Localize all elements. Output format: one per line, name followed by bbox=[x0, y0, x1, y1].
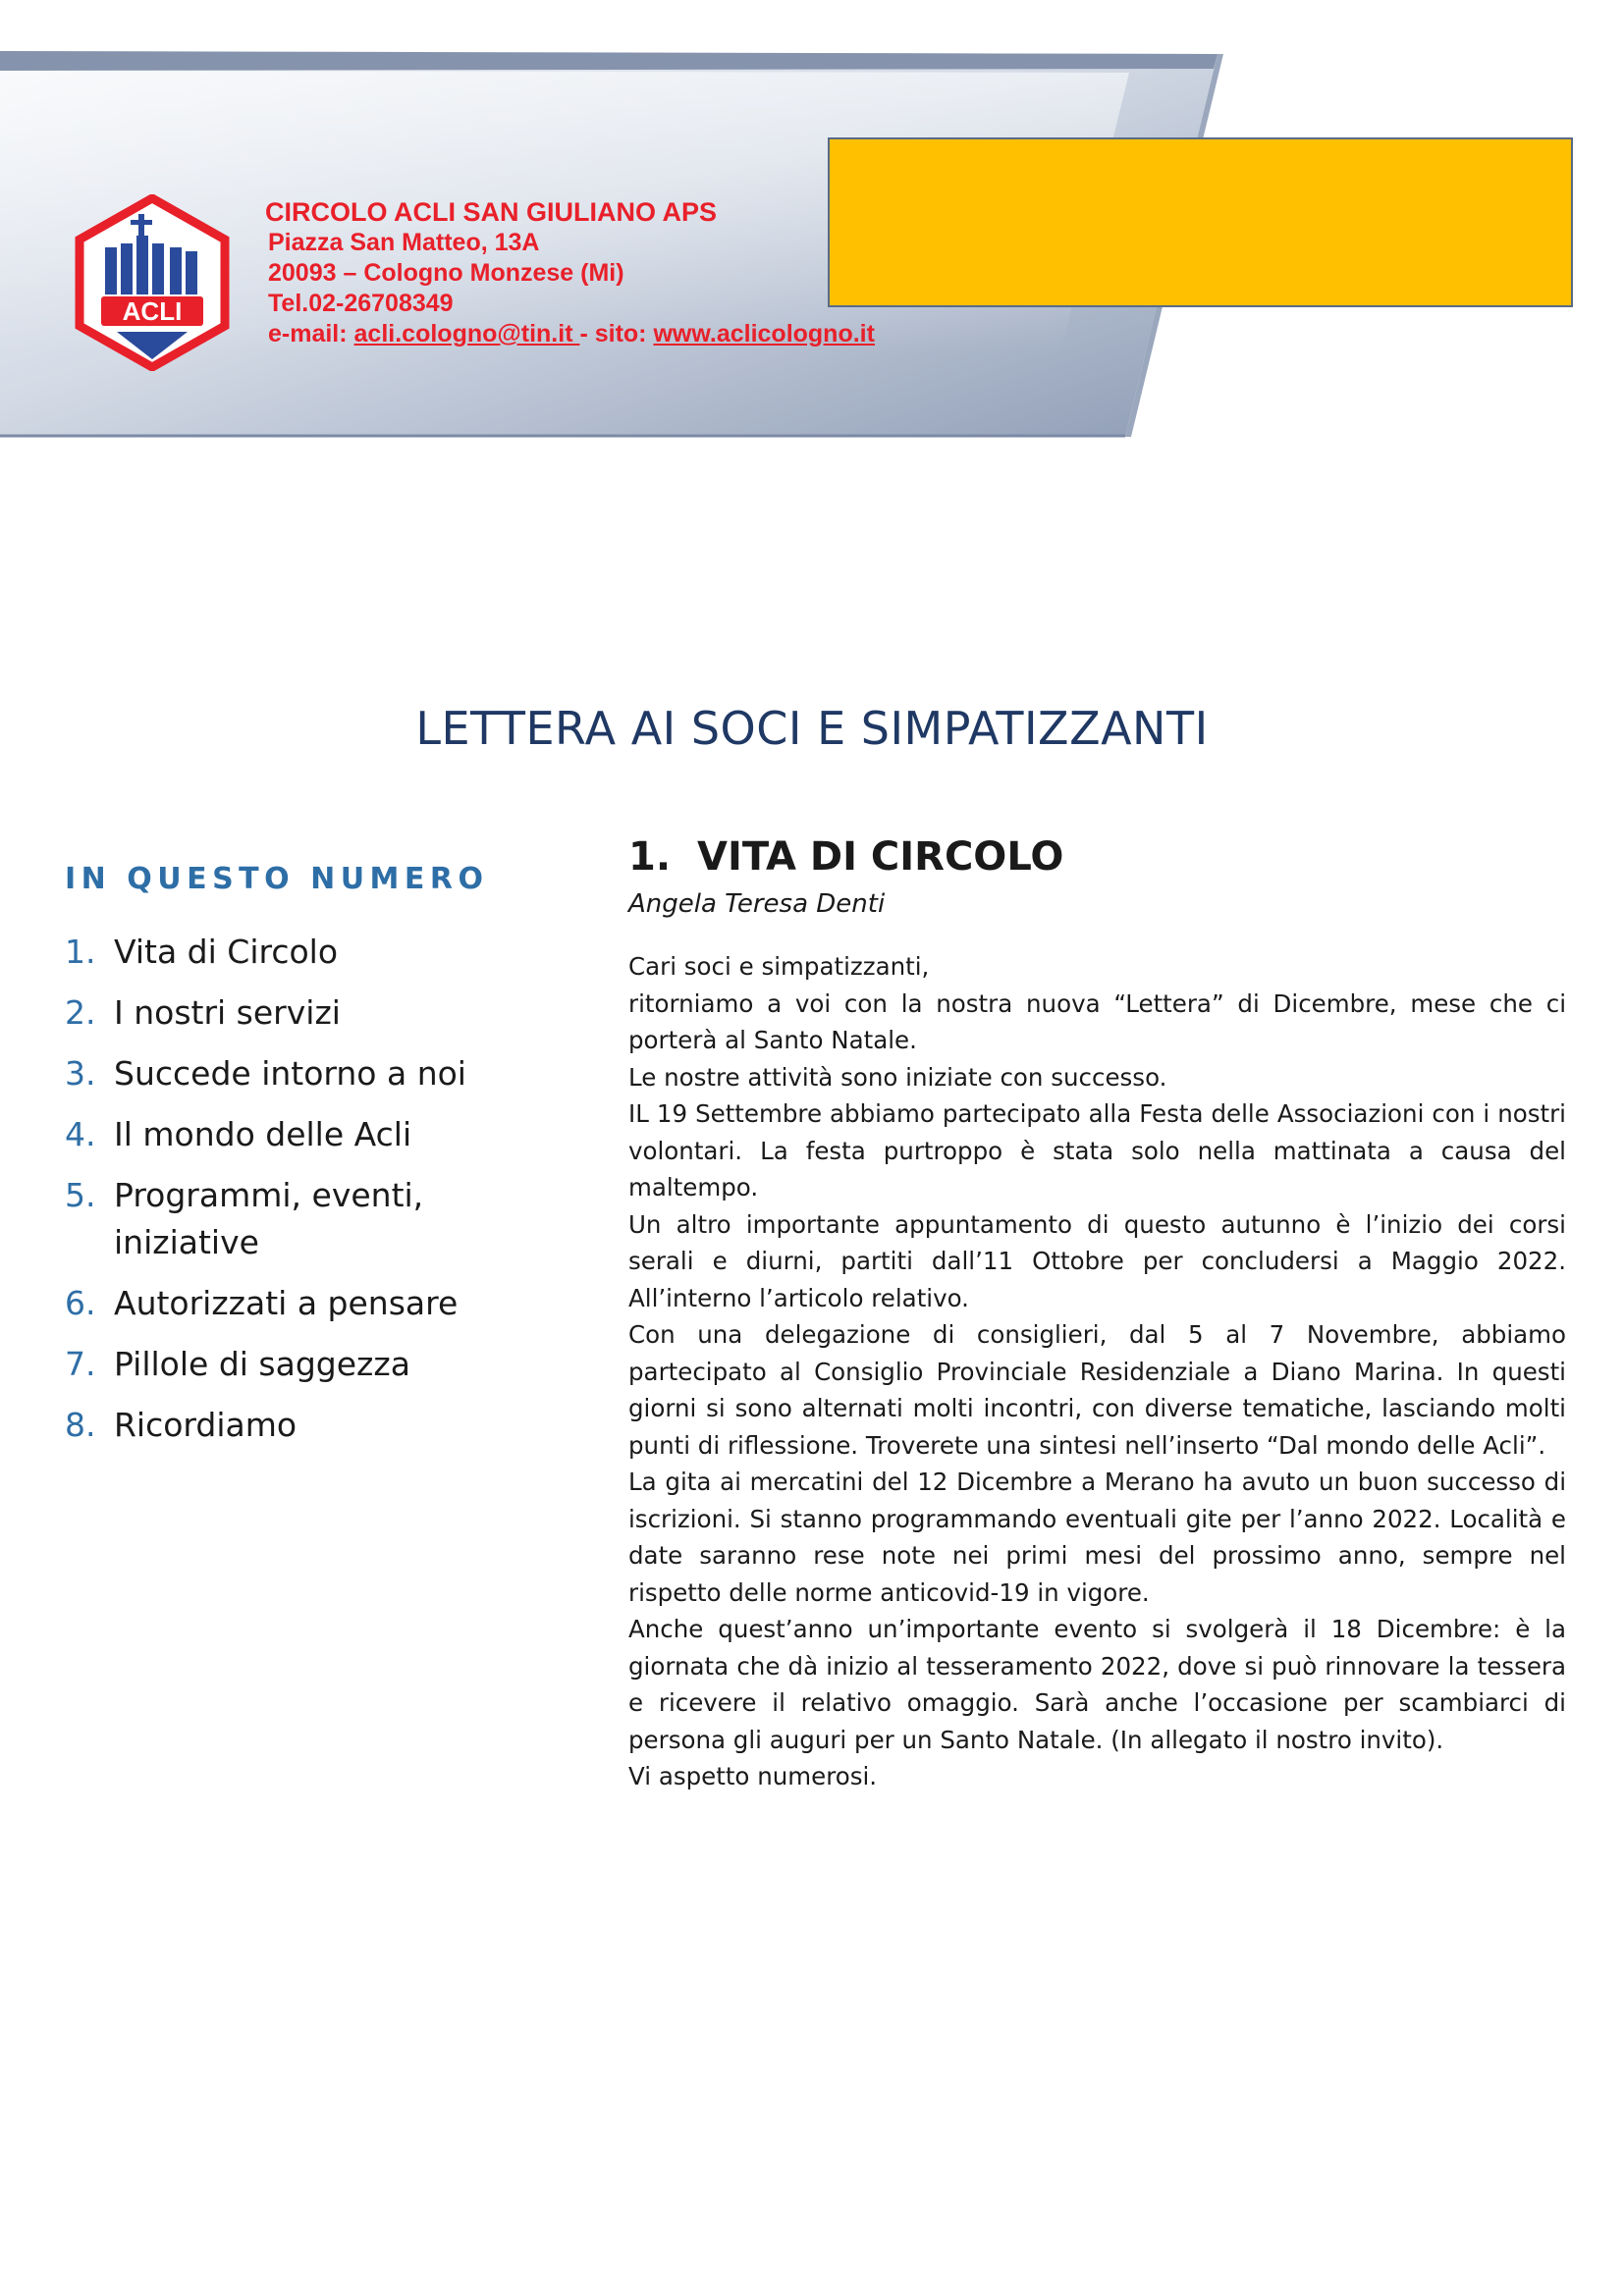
email-link[interactable]: acli.cologno@tin.it bbox=[353, 320, 580, 347]
contents-item bbox=[65, 1280, 556, 1327]
contents-item bbox=[65, 1402, 556, 1449]
contents-item-label: Vita di Circolo bbox=[114, 933, 339, 971]
org-phone: Tel.02-26708349 bbox=[268, 290, 454, 317]
site-label: - sito: bbox=[579, 320, 654, 347]
acli-logo bbox=[74, 194, 231, 371]
contents-item-label: Succede intorno a noi bbox=[114, 1054, 466, 1093]
contents-item-label: Programmi, eventi, iniziative bbox=[114, 1176, 424, 1261]
org-city: 20093 – Cologno Monzese (Mi) bbox=[268, 259, 624, 287]
contents-item-label: Autorizzati a pensare bbox=[114, 1284, 459, 1322]
article-author: Angela Teresa Denti bbox=[628, 889, 886, 919]
contents-item-number: 5. bbox=[65, 1176, 96, 1214]
email-label: e-mail: bbox=[268, 320, 354, 347]
article-paragraph: Cari soci e simpatizzanti, bbox=[628, 952, 930, 981]
site-link[interactable]: www.aclicologno.it bbox=[653, 320, 875, 347]
highlight-box bbox=[828, 137, 1573, 307]
article-title-text: VITA DI CIRCOLO bbox=[697, 834, 1064, 880]
contents-item bbox=[65, 1172, 556, 1266]
contents-item-number: 2. bbox=[65, 993, 96, 1032]
contents-sidebar bbox=[65, 862, 556, 1463]
contents-item bbox=[65, 1111, 556, 1158]
article-title bbox=[628, 834, 1566, 880]
contents-heading: IN QUESTO NUMERO bbox=[65, 862, 489, 896]
article-paragraph: Vi aspetto numerosi. bbox=[628, 1762, 878, 1790]
article-paragraph: Un altro importante appuntamento di questo autunno è l’inizio dei corsi serali e diurni, partiti dall’11 Ottobre per concludersi a Maggio 2022. All’interno l’articolo relativo. bbox=[628, 1209, 1566, 1312]
article-paragraph: ritorniamo a voi con la nostra nuova “Lettera” di Dicembre, mese che ci porterà al Santo Natale. bbox=[628, 988, 1566, 1054]
contents-item bbox=[65, 989, 556, 1037]
contents-item bbox=[65, 929, 556, 976]
contents-item-label: I nostri servizi bbox=[114, 993, 341, 1032]
contents-item bbox=[65, 1341, 556, 1388]
article-body bbox=[628, 948, 1566, 1795]
contents-item-number: 3. bbox=[65, 1054, 96, 1093]
logo-text: ACLI bbox=[122, 296, 183, 326]
article-paragraph: IL 19 Settembre abbiamo partecipato alla Festa delle Associazioni con i nostri volontari. La festa purtroppo è stata solo nella mattinata a causa del maltempo. bbox=[628, 1099, 1566, 1201]
article-paragraph: Con una delegazione di consiglieri, dal 5 al 7 Novembre, abbiamo partecipato al Consiglio Provinciale Residenziale a Diano Marina. In questi giorni si sono alternati molti incontri, con diverse tematiche, lasciando molti punti di riflessione. Troverete una sintesi nell’inserto “Dal mondo delle Acli”. bbox=[628, 1320, 1566, 1460]
contents-item bbox=[65, 1050, 556, 1097]
contents-item-number: 4. bbox=[65, 1115, 96, 1153]
article-paragraph: La gita ai mercatini del 12 Dicembre a Merano ha avuto un buon successo di iscrizioni. Si stanno programmando eventuali gite per l’anno 2022. Località e date saranno rese note nei primi mesi del prossimo anno, sempre nel rispetto delle norme anticovid-19 in vigore. bbox=[628, 1468, 1566, 1607]
contents-item-number: 7. bbox=[65, 1345, 96, 1383]
article-number: 1. bbox=[628, 834, 672, 880]
contents-list bbox=[65, 929, 556, 1449]
contents-item-label: Ricordiamo bbox=[114, 1406, 298, 1444]
document-title: LETTERA AI SOCI E SIMPATIZZANTI bbox=[415, 702, 1209, 755]
contents-item-number: 6. bbox=[65, 1284, 96, 1322]
contents-item-number: 8. bbox=[65, 1406, 96, 1444]
org-contacts bbox=[265, 319, 875, 349]
org-info bbox=[265, 196, 875, 349]
article-paragraph: Anche quest’anno un’importante evento si svolgerà il 18 Dicembre: è la giornata che dà inizio al tesseramento 2022, dove si può rinnovare la tessera e ricevere il relativo omaggio. Sarà anche l’occasione per scambiarci di persona gli auguri per un Santo Natale. (In allegato il nostro invito). bbox=[628, 1615, 1566, 1754]
acli-logo-icon bbox=[74, 194, 231, 371]
contents-item-label: Pillole di saggezza bbox=[114, 1345, 410, 1383]
article-paragraph: Le nostre attività sono iniziate con successo. bbox=[628, 1062, 1167, 1092]
article-vita-di-circolo bbox=[628, 834, 1566, 1795]
contents-item-number: 1. bbox=[65, 933, 96, 971]
org-address: Piazza San Matteo, 13A bbox=[268, 229, 540, 256]
org-name: CIRCOLO ACLI SAN GIULIANO APS bbox=[265, 197, 718, 227]
contents-item-label: Il mondo delle Acli bbox=[114, 1115, 412, 1153]
